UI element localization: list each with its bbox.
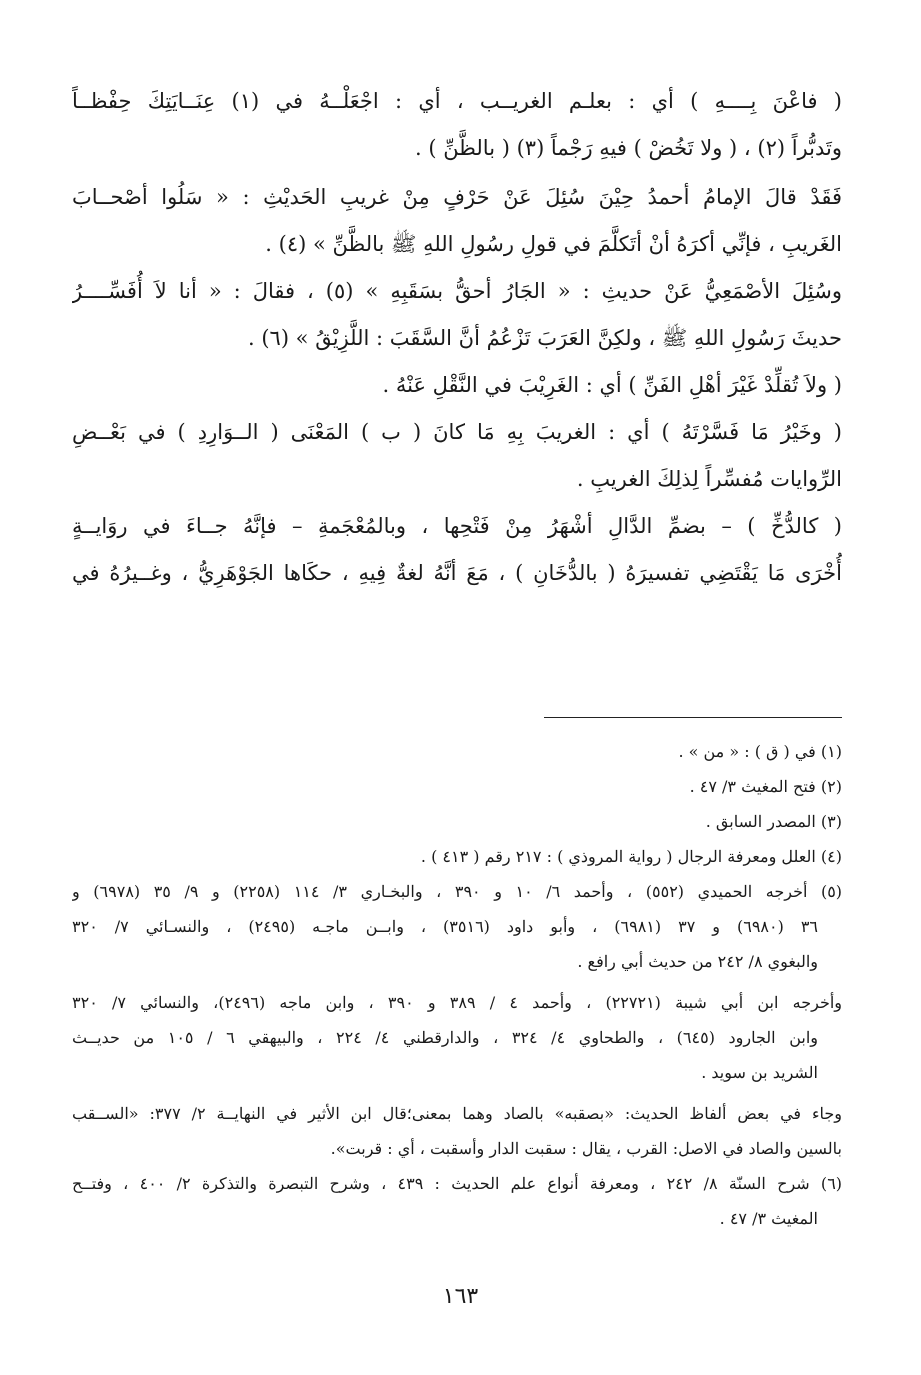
footnote-line: (٤) العلل ومعرفة الرجال ( رواية المروذي ) : ٢١٧ رقم ( ٤١٣ ) . (420, 847, 842, 866)
footnote-line: المغيث ٣/ ٤٧ . (719, 1209, 818, 1228)
text-line: فَقَدْ قالَ الإمامُ أحمدُ حِيْنَ سُئِلَ عَنْ حَرْفٍ مِنْ غريبِ الحَديْثِ : « سَلُوا أصْحــابَ (72, 185, 842, 209)
footnote-line: بالسين والصاد في الاصل: القرب ، يقال : سقبت الدار وأسقبت ، أي : قربت». (330, 1139, 842, 1158)
main-text (72, 78, 842, 597)
footnote-line: وأخرجه ابن أبي شيبة (٢٢٧٢١) ، وأحمد ٤ / ٣٨٩ و ٣٩٠ ، وابن ماجه (٢٤٩٦)، والنسائي ٧/ ٣٢٠ (72, 993, 842, 1012)
footnote-separator (544, 717, 842, 718)
page-number: ١٦٣ (442, 1284, 479, 1309)
footnote-line: (٦) شرح السنّة ٨/ ٢٤٢ ، ومعرفة أنواع علم الحديث : ٤٣٩ ، وشرح التبصرة والتذكرة ٢/ ٤٠٠ ، وفتــح (72, 1174, 842, 1193)
footnote-line: (٣) المصدر السابق . (705, 812, 842, 831)
text-line: ( فاعْنَ بِــــهِ ) أي : بعلـم الغريــب ، أي : اجْعَلْــهُ في (١) عِنَــايَتِكَ حِفْظــاً (72, 89, 842, 113)
text-line: ( ولاَ تُقلِّدْ غَيْرَ أهْلِ الفَنِّ ) أي : الغَرِيْبَ في النَّقْلِ عَنْهُ . (382, 373, 842, 397)
footnote-line: الشريد بن سويد . (701, 1063, 818, 1082)
footnote-line: (٥) أخرجه الحميدي (٥٥٢) ، وأحمد ٦/ ١٠ و ٣٩٠ ، والبخـاري ٣/ ١١٤ (٢٢٥٨) و ٩/ ٣٥ (٦٩٧٨) و (72, 882, 842, 901)
footnote-line: والبغوي ٨/ ٢٤٢ من حديث أبي رافع . (577, 952, 818, 971)
text-line: الغَريبِ ، فإنِّي أكرَهُ أنْ أتَكلَّمَ في قولِ رسُولِ اللهِ ﷺ بالظَّنِّ » (٤) . (265, 232, 842, 256)
text-line: ( كالدُّخِّ ) – بضمِّ الدَّالِ أشْهَرُ مِنْ فَتْحِها ، وبالمُعْجَمةِ – فإنَّهُ جــاءَ في روَايــةٍ (72, 514, 842, 538)
footnote-line: (١) في ( ق ) : « من » . (678, 742, 842, 761)
footnote-line: (٢) فتح المغيث ٣/ ٤٧ . (689, 777, 842, 796)
text-line: الرِّوايات مُفسِّراً لِذلِكَ الغريبِ . (576, 467, 842, 491)
text-line: ( وخَيْرُ مَا فَسَّرْتَهُ ) أي : الغريبَ بِهِ مَا كانَ ( ب ) المَعْنَى ( الــوَارِدِ ) في بَعْــضِ (72, 420, 842, 444)
footnote-line: وابن الجارود (٦٤٥) ، والطحاوي ٤/ ٣٢٤ ، والدارقطني ٤/ ٢٢٤ ، والبيهقي ٦ / ١٠٥ من حديــث (72, 1028, 818, 1047)
footnotes (72, 734, 842, 1236)
text-line: وسُئِلَ الأصْمَعِيُّ عَنْ حديثِ : « الجَارُ أحقُّ بسَقَبِهِ » (٥) ، فقالَ : « أنا لاَ أُفَسِّــــرُ (72, 279, 842, 303)
footnote-line: وجاء في بعض ألفاظ الحديث: «بصقبه» بالصاد وهما بمعنى؛قال ابن الأثير في النهايــة ٢/ ٣٧٧: «الســقب (72, 1104, 842, 1123)
text-line: وتَدبُّراً (٢) ، ( ولا تَخُضْ ) فيهِ رَجْماً (٣) ( بالظَّنِّ ) . (414, 136, 842, 160)
text-line: أُخْرَى مَا يَقْتَضِي تفسيرَهُ ( بالدُّخَانِ ) ، مَعَ أنَّهُ لغةٌ فِيهِ ، حكَاها الجَوْهَرِيُّ ، وغــيرُهُ في (72, 561, 842, 585)
text-line: حديثَ رَسُولِ اللهِ ﷺ ، ولكِنَّ العَرَبَ تَزْعُمُ أنَّ السَّقَبَ : اللَّزِيْقُ » (٦) . (247, 326, 842, 350)
footnote-line: ٣٦ (٦٩٨٠) و ٣٧ (٦٩٨١) ، وأبو داود (٣٥١٦) ، وابــن ماجـه (٢٤٩٥) ، والنسـائي ٧/ ٣٢٠ (72, 917, 818, 936)
